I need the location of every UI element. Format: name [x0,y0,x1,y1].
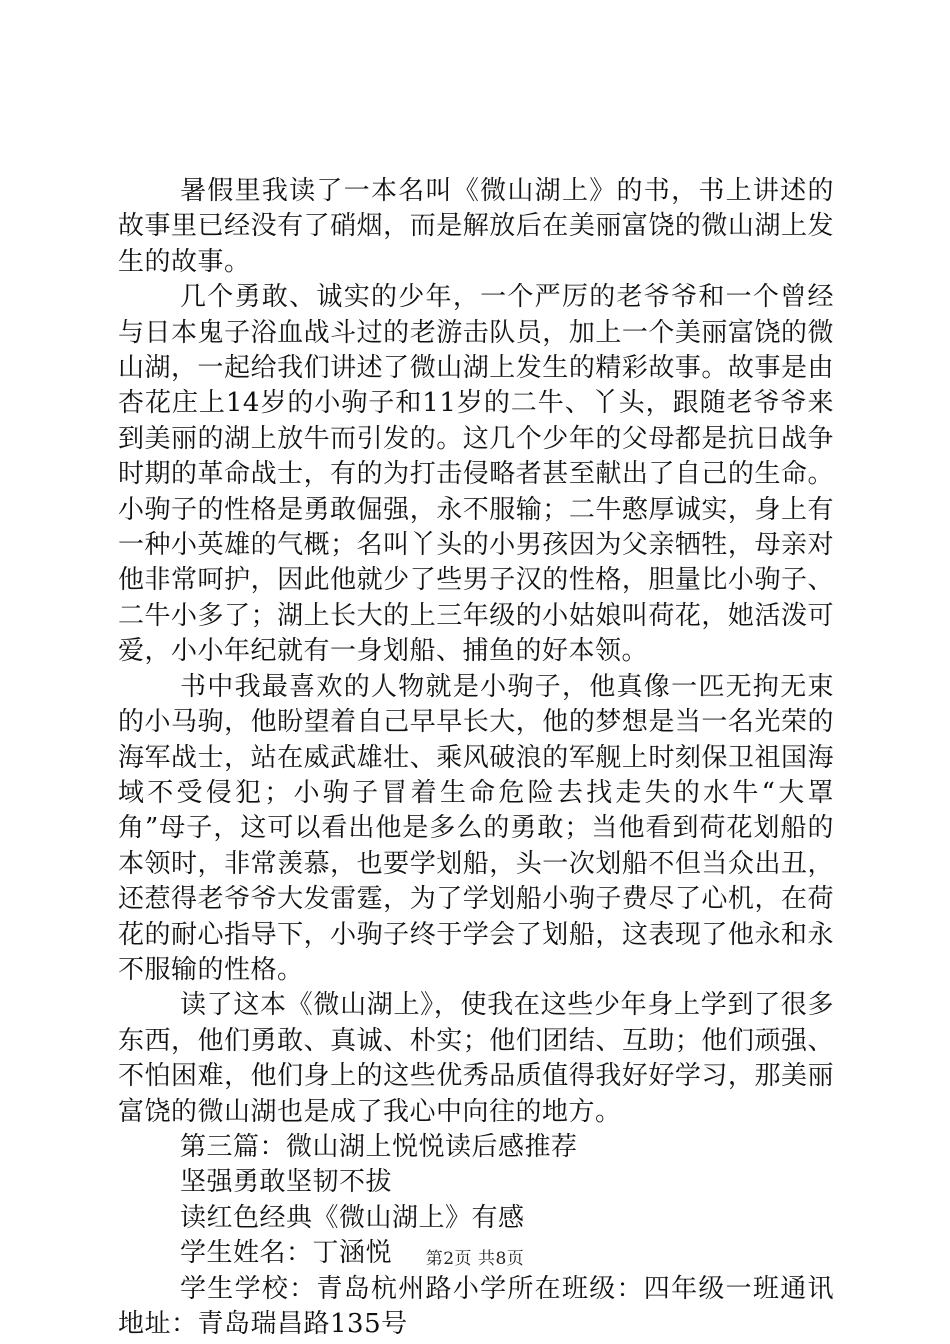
paragraph-favorite-character: 书中我最喜欢的人物就是小驹子，他真像一匹无拘无束的小马驹，他盼望着自己早早长大，他的梦想是当一名光荣的海军战士，站在威武雄壮、乘风破浪的军舰上时刻保卫祖国海域不受侵犯；小驹子冒着生命危险去找走失的水牛“大罩角”母子，这可以看出他是多么的勇敢；当他看到荷花划船的本领时，非常羡慕，也要学划船，头一次划船不但当众出丑，还惹得老爷爷大发雷霆，为了学划船小驹子费尽了心机，在荷花的耐心指导下，小驹子终于学会了划船，这表现了他永和永不服输的性格。 [118,671,834,985]
student-school-info: 学生学校：青岛杭州路小学所在班级：四年级一班通讯地址：青岛瑞昌路135号 [118,1273,834,1339]
paragraph-intro: 暑假里我读了一本名叫《微山湖上》的书，书上讲述的故事里已经没有了硝烟，而是解放后在美丽富饶的微山湖上发生的故事。 [118,176,834,277]
paragraph-characters: 几个勇敢、诚实的少年，一个严厉的老爷爷和一个曾经与日本鬼子浴血战斗过的老游击队员，加上一个美丽富饶的微山湖，一起给我们讲述了微山湖上发生的精彩故事。故事是由杏花庄上14岁的小驹子和11岁的二牛、丫头，跟随老爷爷来到美丽的湖上放牛而引发的。这几个少年的父母都是抗日战争时期的革命战士，有的为打击侵略者甚至献出了自己的生命。小驹子的性格是勇敢倔强，永不服输；二牛憨厚诚实，身上有一种小英雄的气概；名叫丫头的小男孩因为父亲牺牲，母亲对他非常呵护，因此他就少了些男子汉的性格，胆量比小驹子、二牛小多了；湖上长大的上三年级的小姑娘叫荷花，她活泼可爱，小小年纪就有一身划船、捕鱼的好本领。 [118,282,834,667]
section-title: 第三篇：微山湖上悦悦读后感推荐 [180,1131,578,1162]
page-number-footer: 第2页 共8页 [425,1249,525,1269]
subtitle-line: 坚强勇敢坚韧不拔 [180,1167,393,1198]
essay-title: 读红色经典《微山湖上》有感 [180,1202,525,1233]
paragraph-conclusion: 读了这本《微山湖上》，使我在这些少年身上学到了很多东西，他们勇敢、真诚、朴实；他们团结、互助；他们顽强、不怕困难，他们身上的这些优秀品质值得我好好学习，那美丽富饶的微山湖也是成了我心中向往的地方。 [118,990,834,1127]
document-body [118,174,834,1342]
student-name: 学生姓名：丁涵悦 [180,1238,393,1269]
